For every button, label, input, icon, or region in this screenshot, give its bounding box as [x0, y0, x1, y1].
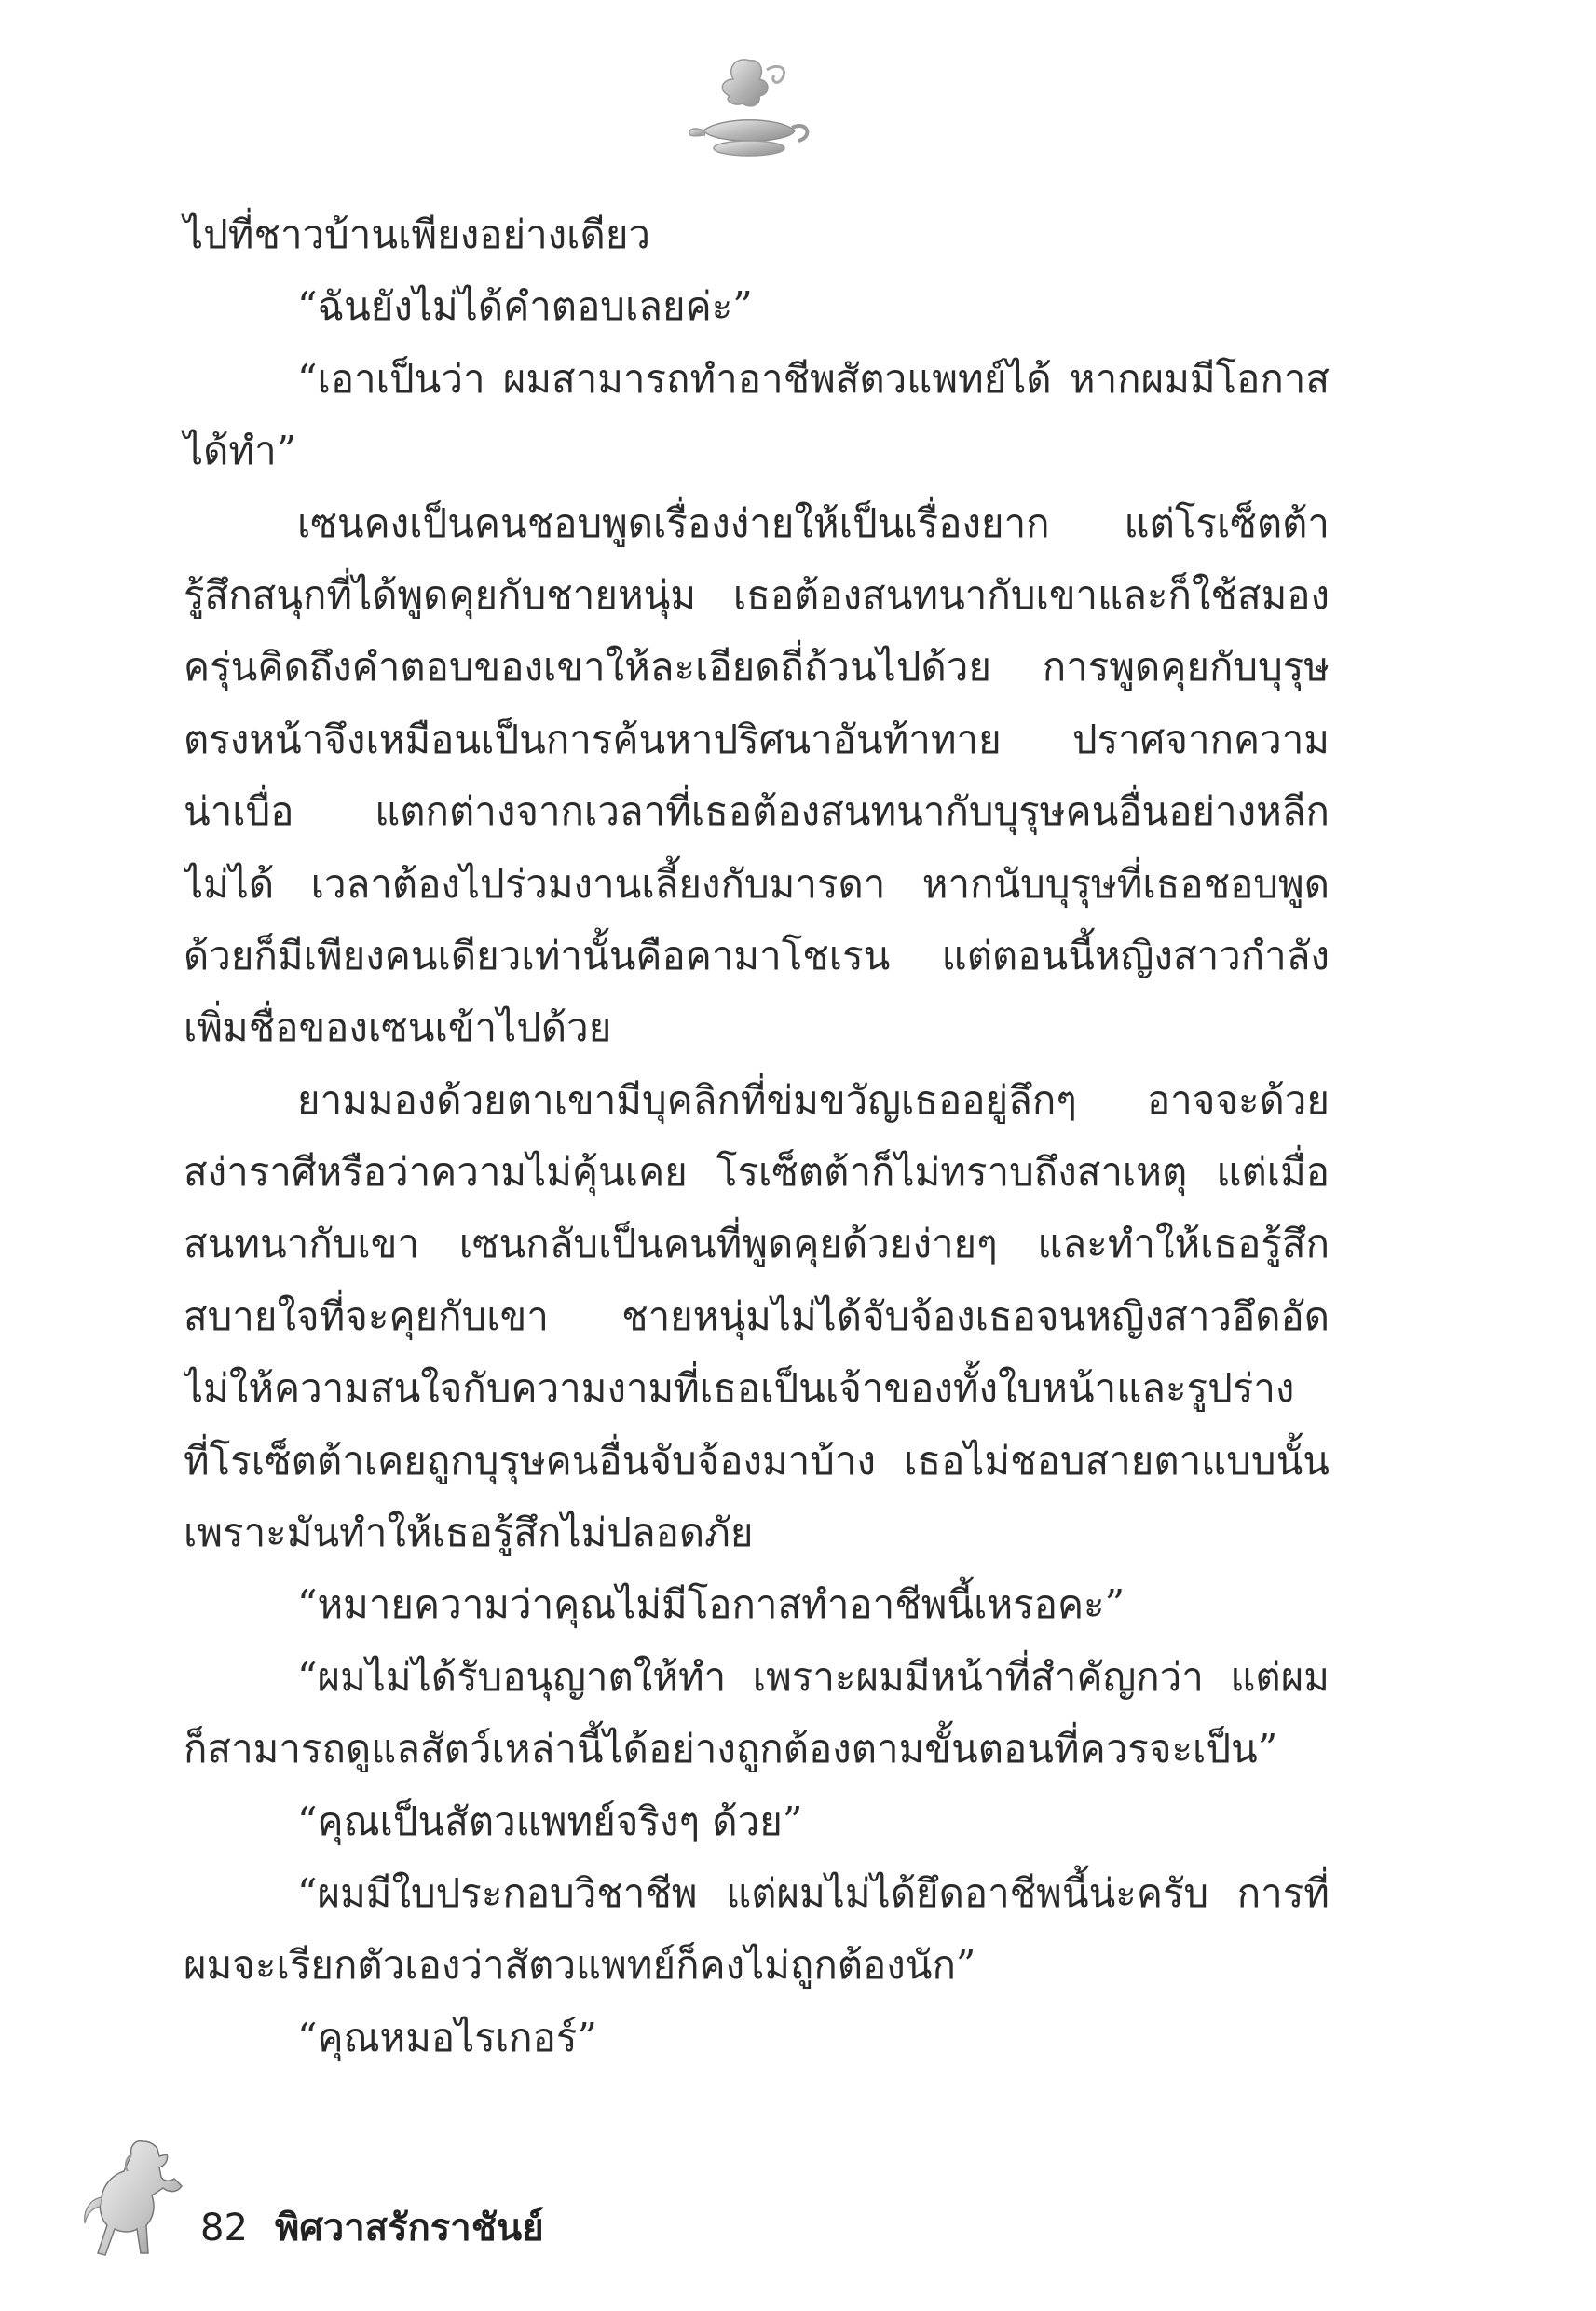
text-line: สนทนากับเขา เซนกลับเป็นคนที่พูดคุยด้วยง่ายๆ และทำให้เธอรู้สึก [184, 1221, 1330, 1267]
page-footer [70, 2134, 722, 2264]
text-line: “ฉันยังไม่ได้คำตอบเลยค่ะ” [297, 283, 753, 330]
text-line: เพราะมันทำให้เธอรู้สึกไม่ปลอดภัย [184, 1510, 754, 1556]
body-text [184, 198, 1330, 2073]
text-line: เพิ่มชื่อของเซนเข้าไปด้วย [184, 1005, 612, 1051]
text-line: “หมายความว่าคุณไม่มีโอกาสทำอาชีพนี้เหรอคะ” [297, 1581, 1125, 1628]
text-line: “ผมมีใบประกอบวิชาชีพ แต่ผมไม่ได้ยึดอาชีพนี้น่ะครับ การที่ [297, 1869, 1330, 1916]
text-line: ไม่ได้ เวลาต้องไปร่วมงานเลี้ยงกับมารดา หากนับบุรุษที่เธอชอบพูด [184, 860, 1330, 907]
text-line: “เอาเป็นว่า ผมสามารถทำอาชีพสัตวแพทย์ได้ หากผมมีโอกาส [297, 355, 1330, 402]
text-line: สบายใจที่จะคุยกับเขา ชายหนุ่มไม่ได้จับจ้องเธอจนหญิงสาวอึดอัด [184, 1292, 1330, 1339]
genie-lamp-icon [685, 51, 815, 168]
text-line: รู้สึกสนุกที่ได้พูดคุยกับชายหนุ่ม เธอต้องสนทนากับเขาและก็ใช้สมอง [184, 571, 1330, 618]
text-line: ได้ทำ” [184, 428, 297, 474]
text-line: ผมจะเรียกตัวเองว่าสัตวแพทย์ก็คงไม่ถูกต้องนัก” [184, 1942, 976, 1989]
text-line: สง่าราศีหรือว่าความไม่คุ้นเคย โรเซ็ตต้าก็ไม่ทราบถึงสาเหตุ แต่เมื่อ [184, 1149, 1330, 1196]
text-line: “คุณเป็นสัตวแพทย์จริงๆ ด้วย” [297, 1798, 803, 1844]
book-title: พิศวาสรักราชันย์ [275, 2207, 544, 2249]
text-line: น่าเบื่อ แตกต่างจากเวลาที่เธอต้องสนทนากับบุรุษคนอื่นอย่างหลีก [184, 788, 1330, 835]
text-line: ด้วยก็มีเพียงคนเดียวเท่านั้นคือคามาโชเรน แต่ตอนนี้หญิงสาวกำลัง [184, 932, 1330, 978]
text-line: ไปที่ชาวบ้านเพียงอย่างเดียว [184, 212, 651, 257]
page-number: 82 [200, 2207, 248, 2249]
text-line: ยามมองด้วยตาเขามีบุคลิกที่ข่มขวัญเธออยู่ลึกๆ อาจจะด้วย [297, 1076, 1330, 1123]
text-line: ตรงหน้าจึงเหมือนเป็นการค้นหาปริศนาอันท้าทาย ปราศจากความ [184, 716, 1330, 762]
text-line: “คุณหมอไรเกอร์” [297, 2014, 597, 2060]
text-line: ก็สามารถดูแลสัตว์เหล่านี้ได้อย่างถูกต้องตามขั้นตอนที่ควรจะเป็น” [184, 1726, 1278, 1772]
text-line: ที่โรเซ็ตต้าเคยถูกบุรุษคนอื่นจับจ้องมาบ้าง เธอไม่ชอบสายตาแบบนั้น [184, 1437, 1330, 1484]
rearing-horse-icon [70, 2134, 196, 2260]
text-line: “ผมไม่ได้รับอนุญาตให้ทำ เพราะผมมีหน้าที่สำคัญกว่า แต่ผม [297, 1653, 1330, 1700]
text-line: ไม่ให้ความสนใจกับความงามที่เธอเป็นเจ้าของทั้งใบหน้าและรูปร่าง [184, 1365, 1295, 1412]
text-line: ครุ่นคิดถึงคำตอบของเขาให้ละเอียดถี่ถ้วนไปด้วย การพูดคุยกับบุรุษ [184, 644, 1330, 691]
text-line: เซนคงเป็นคนชอบพูดเรื่องง่ายให้เป็นเรื่องยาก แต่โรเซ็ตต้า [297, 499, 1330, 546]
